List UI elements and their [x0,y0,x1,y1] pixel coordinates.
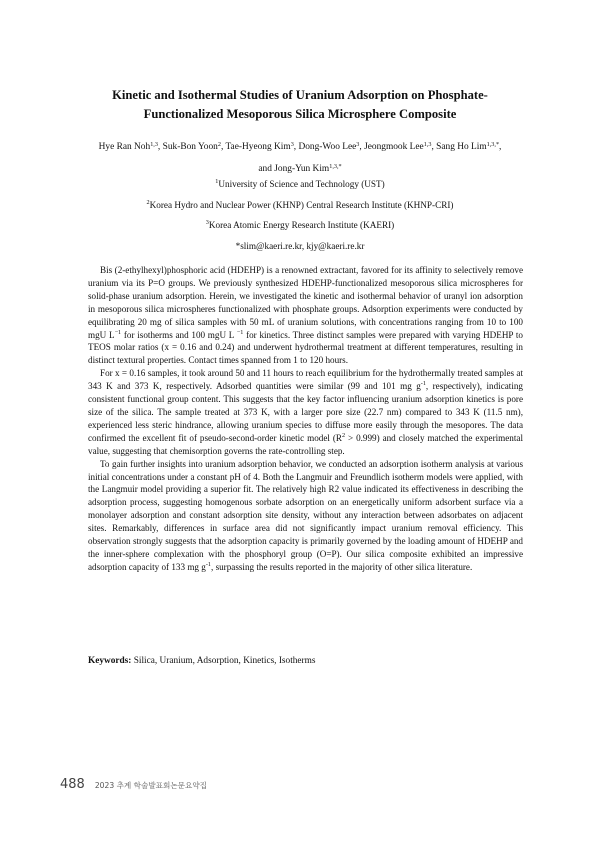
author-name: Jong-Yun Kim [274,164,330,174]
abstract-text: To gain further insights into uranium adsorption behavior, we conducted an adsorption isotherm analysis at various initial concentrations under a constant pH of 4. Both the Langmuir and Freundlich isotherm models were applied, with the Langmuir model providing a superior fit. The relatively high R2 value indicated its effectiveness in describing the adsorption process, suggesting homogenous sorbate adsorption on an energetically uniform adsorbent surface via a monolayer adsorption and constant adsorption site density, without any interaction between adsorbates on adjacent sites. Remarkably, differences in surface area did not significantly impact uranium removal efficiency. This observation strongly suggests that the adsorption capacity is primarily governed by the loading amount of HDEHP and the inner-sphere complexation with the phosphoryl group (O=P). Our silica composite exhibited an impressive adsorption capacity of 133 mg g [88,458,523,572]
author-name: Dong-Woo Lee [298,142,357,152]
author-affil-sup: 1,3 [423,141,432,148]
affiliation-sup: 1 [215,178,219,185]
author-separator: , [157,142,163,152]
abstract-text: > 0.999) and closely matched the experimental value, suggesting that chemisorption governs the rate-controlling step. [88,432,523,456]
abstract-text: for isotherms and 100 mgU L [121,329,237,340]
author-separator: , [359,142,365,152]
affiliation-1 [60,174,540,195]
affiliation-text: University of Science and Technology (UST) [218,179,385,189]
abstract-paragraph-3 [88,458,523,574]
author-separator: , [293,142,299,152]
author-separator: , [431,142,437,152]
affiliation-sup: 2 [146,198,150,206]
title-line-1: Kinetic and Isothermal Studies of Uranium Adsorption on Phosphate- [112,88,488,102]
page-number: 488 [60,777,85,792]
abstract-text: For x = 0.16 samples, it took around 50 and 11 hours to reach equilibrium for the hydrothermally treated samples at 343 K and 373 K, respectively. Adsorbed quantities were similar (99 and 101 mg g [88,368,523,392]
keywords [88,655,523,668]
unit-exponent: −1 [236,328,244,336]
paper-title [60,86,540,124]
affiliations [60,174,540,256]
affiliation-text: Korea Hydro and Nuclear Power (KHNP) Central Research Institute (KHNP-CRI) [149,199,454,210]
abstract-text: , surpassing the results reported in the majority of other silica literature. [211,561,473,572]
author-name: Sang Ho Lim [436,142,487,152]
affiliation-text: Korea Atomic Energy Research Institute (KAERI) [208,220,395,230]
unit-exponent: −1 [114,328,122,336]
affiliation-2 [60,195,540,216]
abstract-paragraph-2 [88,367,523,457]
author-name: Tae-Hyeong Kim [225,142,291,152]
corresponding-emails: *slim@kaeri.re.kr, kjy@kaeri.re.kr [235,240,365,251]
abstract-text: Bis (2-ethylhexyl)phosphoric acid (HDEHP) is a renowned extractant, favored for its affinity to selectively remove uranium via its P=O groups. We previously synthesized HDEHP-functionalized mesoporous silica microspheres for solid-phase uranium adsorption. Herein, we investigated the kinetic and isothermal behavior of uranyl ion adsorption in mesoporous silica microspheres functionalized with phosphate groups. Adsorption experiments were conducted by equilibrating 20 mg of silica samples with 50 mL of uranium solutions, with concentrations ranging from 10 to 100 mgU L [88,265,523,340]
abstract-body [88,264,523,574]
keywords-label: Keywords: [88,656,132,666]
author-affil-sup: 1,3 [150,141,158,148]
author-affil-sup: 3 [290,141,294,148]
author-affil-sup: 2 [217,141,221,148]
unit-exponent: -1 [205,560,211,568]
affiliation-sup: 3 [205,219,209,226]
author-affil-sup: 1,3,* [486,141,500,148]
affiliation-3 [60,215,540,236]
author-separator: , [499,142,502,152]
author-name: Suk-Bon Yoon [162,142,218,152]
abstract-text: , respectively), indicating consistent functional group content. This suggests that the key factor influencing uranium adsorption kinetics is pore size of the silica. The sample treated at 373 K, with a larger pore size (22.7 nm) compared to 343 K (11.5 nm), experienced less steric hindrance, allowing uranium species to diffuse more easily through the mesopores. The data confirmed the excellent fit of pseudo-second-order kinetic model (R [88,381,523,443]
r-squared-exponent: 2 [341,431,346,439]
author-separator: , [220,142,226,152]
author-line-1 [60,136,540,158]
title-line-2: Functionalized Mesoporous Silica Microsphere Composite [143,107,457,121]
conference-name: 2023 추계 학술발표회논문요약집 [94,781,208,790]
author-affil-sup: 1,3,* [329,163,342,170]
author-and: and [258,164,275,174]
keywords-list: Silica, Uranium, Adsorption, Kinetics, Isotherms [131,656,316,666]
abstract-paragraph-1 [88,264,523,367]
author-name: Jeongmook Lee [364,142,424,152]
author-name: Hye Ran Noh [98,142,151,152]
page-footer [60,777,207,792]
author-affil-sup: 3 [356,141,360,148]
abstract-text: for kinetics. Three distinct samples were prepared with varying HDEHP to TEOS molar ratios (x = 0.16 and 0.24) and underwent hydrothermal treatment at different temperatures, resulting in distinct textural properties. Contact times spanned from 1 to 120 hours. [88,329,523,366]
unit-exponent: -1 [420,380,426,388]
